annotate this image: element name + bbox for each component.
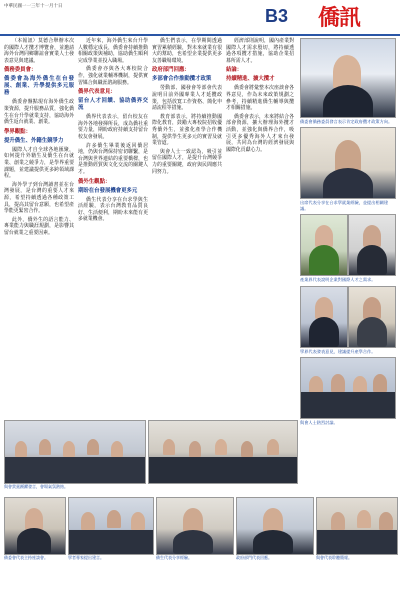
photo-pair-2 [300, 286, 396, 348]
lead-paragraph: （本報訊）莫德合舉辦本次的國際人才攬才博覽會，並邀請海外台灣同鄉聯誼會實業人士發表意見與建議。 [4, 38, 74, 64]
photo-speaker-2 [300, 127, 396, 199]
section-headline: 多部會合作推動攬才政策 [152, 76, 212, 83]
page-header [0, 0, 400, 36]
photo-caption: 產業界代表說明企業對國際人才之需求。 [300, 277, 376, 283]
photo-caption: 政府部門代表回應。 [236, 555, 272, 560]
photo-caption: 學者專家提出建言。 [68, 555, 104, 560]
mid-caption: 與會貴賓踴躍發言，會場氣氛熱絡。 [4, 484, 68, 489]
masthead-logo: 僑訊 [318, 5, 361, 31]
photo-bottom-4 [236, 497, 314, 555]
section-label: 學界觀點： [4, 128, 31, 135]
photo-caption: 學界代表發表意見，建議提升產學合作。 [300, 348, 376, 354]
paragraph: 經濟部則說明，國內產業對國際人才需求殷切，將持續透過各項攬才措施，協助企業招募所需人才。 [226, 38, 294, 64]
section-headline: 僑委會為海外僑生在台發展、創業、升學提供多元服務 [4, 76, 74, 97]
section-label: 政府部門回應： [152, 67, 190, 74]
photo-speaker-5 [300, 286, 348, 348]
photo-caption: 出席代表分享在台求學就業經驗，並提出相關建議。 [300, 200, 388, 211]
paragraph: 近年來，海外僑生來台升學人數穩定成長，僑委會持續推動相關政策與補助，協助僑生順利完成學業並投入職場。 [78, 38, 148, 64]
photo-meeting-wide-2 [148, 420, 298, 484]
section-label: 僑務委員會： [4, 67, 37, 74]
article-column-3 [152, 38, 222, 177]
photo-bottom-1 [4, 497, 66, 555]
section-headline: 持續精進、擴大攬才 [226, 76, 275, 83]
photo-bottom-3 [156, 497, 234, 555]
paragraph: 僑生們表示，在學期間透過實習累積經驗，對未來就業有很大的幫助，也希望企業提供更多友善職場環境。 [152, 38, 222, 64]
section-headline: 提升僑生、外籍生競爭力 [4, 137, 64, 144]
photo-meeting-wide-1 [4, 420, 146, 484]
photo-caption: 僑委會代表主持座談會。 [4, 555, 48, 560]
section-headline: 留台人才回饋、協助僑界交流 [78, 98, 148, 112]
photo-bottom-2 [68, 497, 154, 555]
paragraph: 與會人士一致認為，吸引並留住國際人才，是提升台灣競爭力的重要關鍵，政府與民間應共同努力。 [152, 148, 222, 175]
photo-caption: 僑委會僑務委員發言表示肯定政府攬才政策方向。 [300, 119, 393, 124]
paragraph: 僑委會表示，未來將結合各部會資源，擴大辦理海外攬才活動，並強化與僑界合作，吸引更多優秀海外人才來台發展，共同為台灣的經濟發展與國際化貢獻心力。 [226, 113, 294, 153]
photo-column [300, 38, 396, 428]
photo-bottom-5 [316, 497, 398, 555]
photo-speaker-3 [300, 214, 348, 276]
paragraph: 許多僑生畢業後返回僑居地，仍與台灣保持密切聯繫，是台灣與世界連結的重要橋樑，也是推動經貿與文化交流的關鍵人才。 [78, 142, 148, 175]
section-headline: 期盼在台發展機會更多元 [78, 187, 138, 194]
page-number: B3 [265, 6, 289, 26]
photo-caption: 僑生代表分享經驗。 [156, 555, 192, 560]
paragraph: 此外，僑外生的語言能力、專業能力與職涯規劃，是影響其留台就業之重要因素。 [4, 216, 74, 236]
article-column-1 [4, 38, 74, 238]
photo-speaker-6 [348, 286, 396, 348]
photo-pair-1 [300, 214, 396, 276]
section-label: 結論： [226, 67, 243, 74]
photo-speaker-1 [300, 38, 396, 118]
paragraph: 國際人才自全球各地匯聚，如何提升外籍生及僑生在台就業、創業之競爭力，是學界重要課題，並建議提供更多跨領域課程。 [4, 146, 74, 180]
wide-photo-row [4, 420, 296, 482]
section-label: 僑界代表意見： [78, 89, 116, 96]
photo-caption: 與會人士熱烈討論。 [300, 420, 338, 426]
paragraph: 海外學子到台灣讀書並在台灣發展，是台灣的重要人才來源，希望持續透過各種政策工具，提高其留台意願，也希望產學能更緊密合作。 [4, 181, 74, 215]
section-label: 僑外生觀點： [78, 178, 111, 185]
article-column-2 [78, 38, 148, 225]
paragraph: 僑生代表分享在台求學與生活經驗，表示台灣教育品質良好、生活便利，期盼未來能有更多就業機會。 [78, 196, 148, 223]
article-column-4 [226, 38, 294, 155]
paragraph: 教育部表示，將持續推動國際化教育，鼓勵大專校院招收優秀僑外生，並強化產學合作機制，提供學生更多元的實習及就業管道。 [152, 113, 222, 147]
paragraph: 勞動部、國發會等部會代表說明目前外國專業人才延攬政策，包括放寬工作資格、簡化申請流程等措施。 [152, 85, 222, 112]
photo-caption: 與會代表聆聽簡報。 [316, 555, 352, 560]
paragraph: 僑委會將彙整本次座談會各界意見，作為未來政策規劃之參考，持續精進僑生輔導與攬才相關措施。 [226, 85, 294, 112]
paragraph: 僑委會盤點現有海外僑生政策資源，提升服務品質，強化僑生在台升學就業支持，協助海外僑生返台就業、創業。 [4, 99, 74, 126]
issue-date: 中華民國一一三年十一月十日 [4, 4, 63, 9]
photo-speaker-4 [348, 214, 396, 276]
paragraph: 僑委會亦與各大專校院合作，強化就業輔導機制，提供實習媒合與職涯諮詢服務。 [78, 66, 148, 86]
paragraph: 僑界代表表示，留台校友在海外各地發揮所長，成為僑社重要力量，期盼政府持續支持留台校友會發展。 [78, 114, 148, 140]
photo-audience [300, 357, 396, 419]
